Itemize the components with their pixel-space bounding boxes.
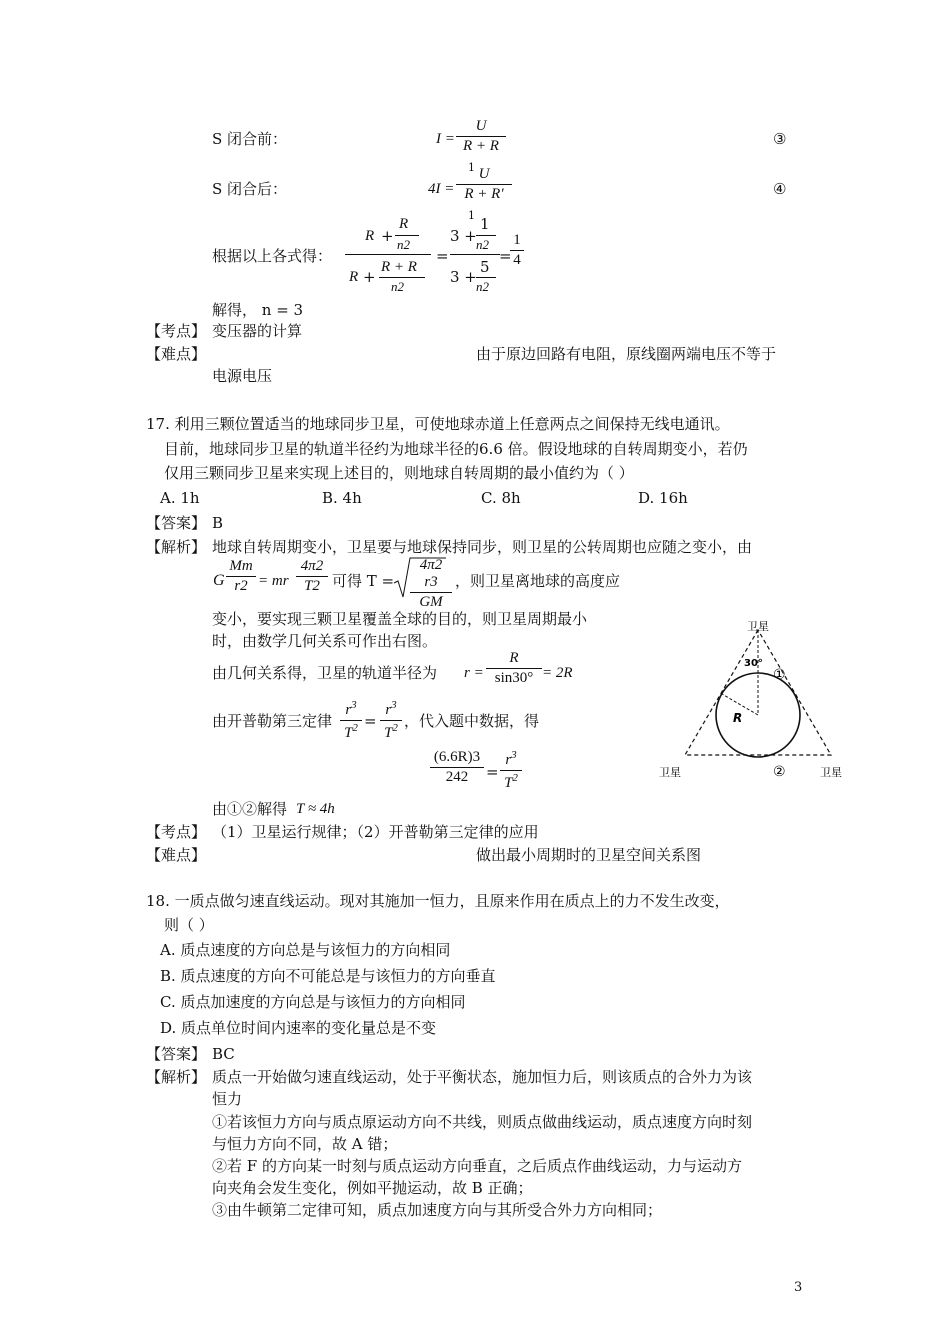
kepler-frac-2: $r^3$ $T^2$: [380, 699, 402, 742]
q18-line-2: 则（ ）: [164, 916, 214, 934]
combine-label: 根据以上各式得：: [212, 247, 333, 265]
eq4-lhs: 4I =: [428, 181, 455, 197]
q17-line-3: 仅用三颗同步卫星来实现上述目的，则地球自转周期的最小值约为（ ）: [164, 464, 634, 482]
combine-den-a: 3 +: [450, 268, 477, 286]
kepler-frac-1: $r^3$ $T^2$: [340, 699, 362, 742]
label-radius: R: [733, 711, 743, 725]
big-den-r2r3: R + R: [381, 259, 417, 275]
q17-option-d: D. 16h: [638, 489, 688, 507]
q17-line-b2: 时，由数学几何关系可作出右图。: [212, 632, 438, 650]
eq4-fraction: [456, 166, 512, 203]
eq-mr: = mr: [258, 573, 289, 589]
combine-num-a: 3 +: [450, 227, 477, 245]
q18-option-b: B. 质点速度的方向不可能总是与该恒力的方向垂直: [160, 967, 496, 985]
label-satellite-left: 卫星: [659, 766, 681, 779]
eq-sqrt-den: GM: [419, 594, 443, 610]
q17-kaodian-text: （1）卫星运行规律；（2）开普勒第三定律的应用: [212, 823, 539, 841]
satellite-diagram: [655, 612, 855, 787]
q18-point-2a: ②若 F 的方向某一时刻与质点运动方向垂直，之后质点作曲线运动，力与运动方: [212, 1157, 742, 1175]
geom-text: 由几何关系得，卫星的轨道半径为: [212, 664, 438, 682]
eq3-lhs: I =: [436, 131, 455, 147]
q17-line-2: 目前，地球同步卫星的轨道半径约为地球半径的6.6 倍。假设地球的自转周期变小，若仍: [164, 440, 748, 458]
eq4-tag: ④: [773, 180, 787, 198]
geom-result: = 2R: [542, 665, 573, 681]
eq3-fraction: [456, 118, 506, 155]
kepler-tail: ，代入题中数据，得: [404, 712, 540, 730]
q17-nandian-label: 【难点】: [146, 846, 207, 864]
combine-den-frac-num: 5: [480, 258, 490, 276]
q17-answer: B: [212, 514, 224, 532]
geom-fraction: [486, 650, 542, 687]
page-number: 3: [794, 1280, 803, 1295]
label-circled-2: ②: [773, 764, 786, 780]
combine-eq: =: [436, 247, 449, 265]
data-frac-rhs: $r^3$ $T^2$: [500, 749, 522, 792]
q18-point-3: ③由牛顿第二定律可知，质点加速度方向与其所受合外力方向相同；: [212, 1201, 663, 1219]
label-satellite-right: 卫星: [820, 766, 842, 779]
big-num-r1: R: [365, 228, 375, 244]
eq-sqrt-num: 4π2 r3: [419, 557, 443, 590]
q18-jiexi-1: 质点一开始做匀速直线运动，处于平衡状态，施加恒力后，则该质点的合外力为该: [212, 1068, 753, 1086]
q17-line-1: 17. 利用三颗位置适当的地球同步卫星，可使地球赤道上任意两点之间保持无线电通讯。: [146, 415, 730, 433]
kepler-text: 由开普勒第三定律: [212, 712, 333, 730]
big-num-r2: R: [399, 216, 409, 232]
label-satellite-top: 卫星: [747, 620, 769, 633]
eq4-num: U: [478, 166, 490, 182]
eq-4pi-fraction: [296, 558, 328, 595]
q17-jiexi-label: 【解析】: [146, 538, 207, 556]
nandian-text-2: 电源电压: [212, 367, 273, 385]
eq-gmm-num: Mm: [229, 558, 253, 574]
s-after-label: S 闭合后：: [212, 180, 288, 198]
s-before-label: S 闭合前：: [212, 130, 288, 148]
eq-gmm-den: r2: [234, 578, 248, 594]
combine-result-num: 1: [513, 232, 521, 248]
q18-option-a: A. 质点速度的方向总是与该恒力的方向相同: [160, 941, 451, 959]
q17-kaodian-label: 【考点】: [146, 823, 207, 841]
combine-num-frac-den: n2: [476, 237, 489, 252]
solution-eq: T ≈ 4h: [296, 801, 335, 817]
geom-den: sin30°: [494, 670, 534, 686]
q17-nandian-text: 做出最小周期时的卫星空间关系图: [476, 846, 702, 864]
q18-point-2b: 向夹角会发生变化，例如平抛运动，故 B 正确；: [212, 1179, 533, 1197]
q18-jiexi-2: 恒力: [212, 1090, 243, 1108]
combine-result-fraction: [510, 232, 524, 269]
combine-result-den: 4: [513, 252, 521, 268]
q18-point-1b: 与恒力方向不同，故 A 错；: [212, 1135, 398, 1153]
big-num-n2: n2: [397, 237, 410, 252]
q18-option-c: C. 质点加速度的方向总是与该恒力的方向相同: [160, 993, 466, 1011]
eq-gmm-fraction: [226, 558, 256, 595]
q17-option-c: C. 8h: [481, 489, 521, 507]
q18-line-1: 18. 一质点做匀速直线运动。现对其施加一恒力，且原来作用在质点上的力不发生改变，: [146, 892, 730, 910]
q18-jiexi-label: 【解析】: [146, 1068, 207, 1086]
q17-line-b1: 变小，要实现三颗卫星覆盖全球的目的，则卫星周期最小: [212, 610, 588, 628]
data-fraction: [430, 749, 484, 786]
eq-4pi-num: 4π2: [300, 558, 324, 574]
q18-answer: BC: [212, 1045, 235, 1063]
eq3-sub: 1: [468, 161, 475, 174]
combine-left-fraction: R + R n2 R + R + R n2: [345, 216, 431, 295]
data-den: 242: [445, 769, 469, 785]
solve-text: 解得， n = 3: [212, 301, 304, 319]
eq3-tag: ③: [773, 130, 787, 148]
kaodian-text: 变压器的计算: [212, 322, 303, 340]
eq3-den: R + R: [463, 138, 499, 154]
combine-num-frac-num: 1: [480, 215, 490, 233]
q17-answer-label: 【答案】: [146, 514, 207, 532]
q18-option-d: D. 质点单位时间内速率的变化量总是不变: [160, 1019, 437, 1037]
big-den-n2: n2: [391, 279, 404, 294]
nandian-text: 由于原边回路有电阻，原线圈两端电压不等于: [476, 345, 777, 363]
eq3-num: U: [475, 118, 487, 134]
big-den-r1: R: [349, 269, 359, 285]
eq4-sub: 1: [468, 209, 475, 222]
q17-option-a: A. 1h: [160, 489, 200, 507]
data-num: (6.6R)3: [433, 749, 481, 765]
label-30deg: 30°: [744, 658, 763, 669]
kaodian-label: 【考点】: [146, 322, 207, 340]
eq4-den: R + R′: [464, 186, 504, 202]
label-circled-1: ①: [773, 667, 786, 683]
nandian-label: 【难点】: [146, 345, 207, 363]
solution-label: 由①②解得: [212, 800, 288, 818]
q17-option-b: B. 4h: [322, 489, 362, 507]
eq-kede: 可得 T =: [332, 572, 395, 590]
q18-answer-label: 【答案】: [146, 1045, 207, 1063]
eq-tail: ，则卫星离地球的高度应: [455, 572, 621, 590]
combine-right-fraction: [450, 216, 500, 295]
q18-point-1a: ①若该恒力方向与质点原运动方向不共线，则质点做曲线运动，质点速度方向时刻: [212, 1113, 753, 1131]
eq-4pi-den: T2: [304, 578, 320, 594]
geom-num: R: [509, 650, 519, 666]
eq-sqrt-fraction: [410, 557, 452, 611]
q17-jiexi-1: 地球自转周期变小，卫星要与地球保持同步，则卫星的公转周期也应随之变小，由: [212, 538, 753, 556]
combine-den-frac-den: n2: [476, 279, 489, 294]
